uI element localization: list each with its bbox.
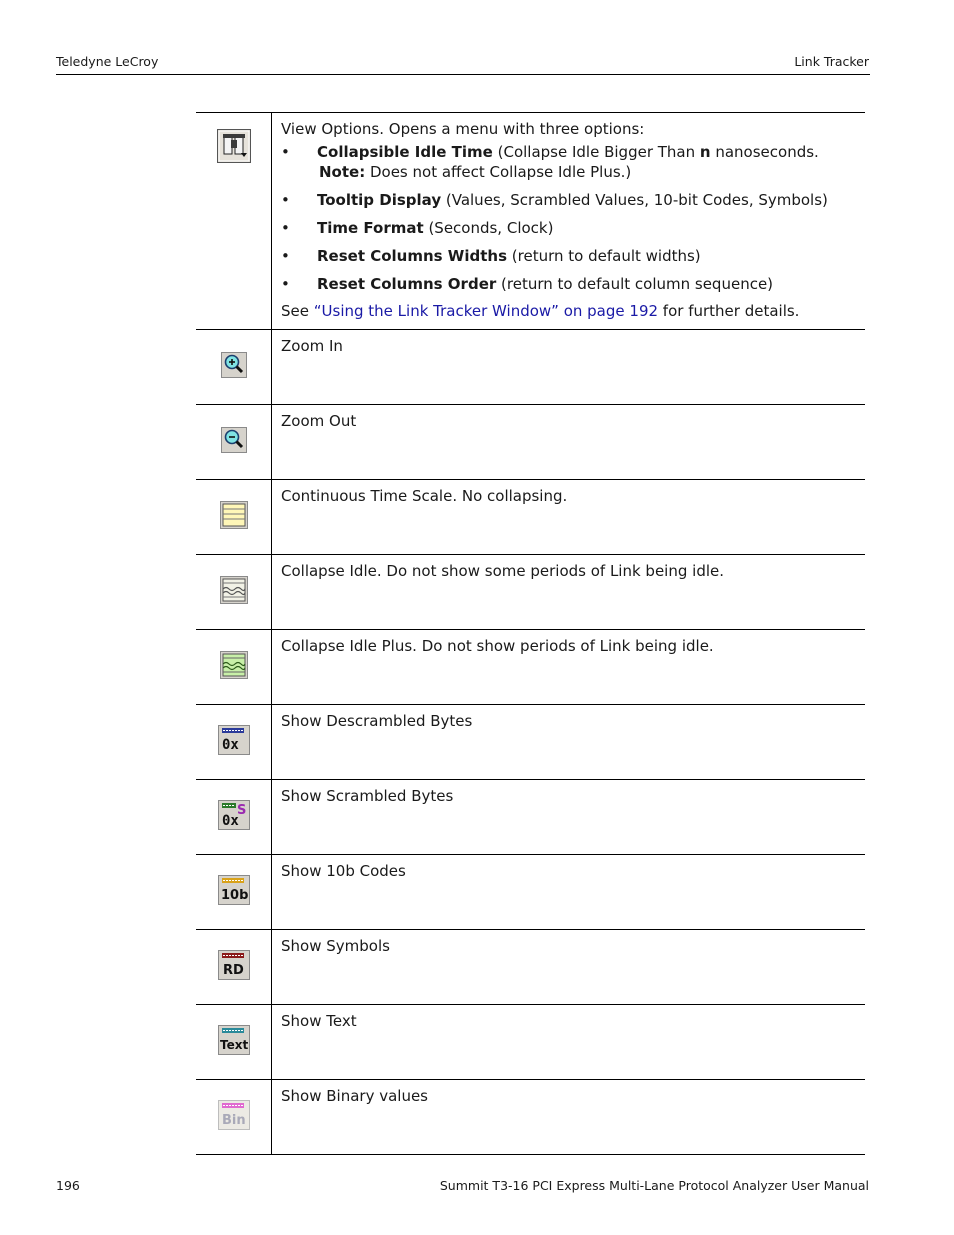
icon-cell xyxy=(196,855,272,930)
collapse-idle-icon[interactable] xyxy=(220,576,248,604)
icon-cell xyxy=(196,480,272,555)
icon-glyph-text: Bin xyxy=(221,1113,246,1128)
table-row xyxy=(196,480,865,555)
header-rule xyxy=(56,74,870,75)
icon-cell xyxy=(196,405,272,480)
icon-glyph-text: 0x xyxy=(221,813,239,829)
bullet: • xyxy=(281,143,290,161)
text-icon[interactable] xyxy=(218,1025,250,1055)
option-name: Time Format xyxy=(317,219,424,237)
row-label: Show Binary values xyxy=(272,1080,866,1155)
zoom-out-icon[interactable] xyxy=(221,427,247,453)
descrambled-bytes-icon[interactable] xyxy=(218,725,250,755)
list-item: • Tooltip Display (Values, Scrambled Values, 10-bit Codes, Symbols) xyxy=(281,191,828,209)
toolbar-options-table xyxy=(196,112,865,1155)
bullet: • xyxy=(281,219,290,237)
table-row xyxy=(196,705,865,780)
row-label: Zoom Out xyxy=(272,405,866,480)
icon-cell xyxy=(196,113,272,330)
running-header-right: Link Tracker xyxy=(794,54,869,69)
icon-glyph-text: 10b xyxy=(220,888,248,903)
icon-cell xyxy=(196,1080,272,1155)
icon-cell xyxy=(196,930,272,1005)
cross-reference: See “Using the Link Tracker Window” on page 192 for further details. xyxy=(281,302,800,320)
list-item: • Reset Columns Order (return to default column sequence) xyxy=(281,275,774,293)
table-row xyxy=(196,330,865,405)
row-label: Show Scrambled Bytes xyxy=(272,780,866,855)
table-row xyxy=(196,855,865,930)
option-name: Reset Columns Widths xyxy=(317,247,508,265)
row-label: Show 10b Codes xyxy=(272,855,866,930)
icon-cell xyxy=(196,330,272,405)
table-row xyxy=(196,630,865,705)
10b-codes-icon[interactable] xyxy=(218,875,250,905)
view-options-intro: View Options. Opens a menu with three options: xyxy=(281,120,645,138)
icon-glyph-text: RD xyxy=(222,963,244,978)
row-label: Continuous Time Scale. No collapsing. xyxy=(272,480,866,555)
table-row xyxy=(196,113,865,330)
icon-cell xyxy=(196,555,272,630)
bullet: • xyxy=(281,275,290,293)
row-label: Show Symbols xyxy=(272,930,866,1005)
running-footer-title: Summit T3-16 PCI Express Multi-Lane Protocol Analyzer User Manual xyxy=(439,1178,869,1193)
icon-cell xyxy=(196,630,272,705)
binary-values-icon[interactable] xyxy=(218,1100,250,1130)
symbols-icon[interactable] xyxy=(218,950,250,980)
table-row xyxy=(196,555,865,630)
option-name: Tooltip Display xyxy=(317,191,442,209)
view-options-description xyxy=(272,113,866,330)
option-name: Reset Columns Order xyxy=(317,275,497,293)
row-label: Collapse Idle. Do not show some periods of Link being idle. xyxy=(272,555,866,630)
continuous-time-scale-icon[interactable] xyxy=(220,501,248,529)
list-item: • Time Format (Seconds, Clock) xyxy=(281,219,554,237)
icon-glyph-text: 0x xyxy=(221,737,239,753)
xref-link[interactable]: “Using the Link Tracker Window” on page 192 xyxy=(313,302,659,320)
page-number: 196 xyxy=(56,1178,80,1193)
row-label: Zoom In xyxy=(272,330,866,405)
row-label: Show Descrambled Bytes xyxy=(272,705,866,780)
table-row xyxy=(196,405,865,480)
icon-cell xyxy=(196,1005,272,1080)
table-row xyxy=(196,780,865,855)
collapse-idle-plus-icon[interactable] xyxy=(220,651,248,679)
table-row xyxy=(196,1005,865,1080)
zoom-in-icon[interactable] xyxy=(221,352,247,378)
bullet: • xyxy=(281,247,290,265)
icon-glyph-text: Text xyxy=(219,1038,248,1052)
row-label: Show Text xyxy=(272,1005,866,1080)
bullet: • xyxy=(281,191,290,209)
icon-cell xyxy=(196,705,272,780)
scrambled-bytes-icon[interactable] xyxy=(218,800,250,830)
table-row xyxy=(196,1080,865,1155)
list-item: • Reset Columns Widths (return to default widths) xyxy=(281,247,701,265)
list-item: • Collapsible Idle Time (Collapse Idle Bigger Than n nanoseconds. xyxy=(281,143,819,161)
running-header-left: Teledyne LeCroy xyxy=(56,54,159,69)
row-label: Collapse Idle Plus. Do not show periods of Link being idle. xyxy=(272,630,866,705)
icon-cell xyxy=(196,780,272,855)
option-name: Collapsible Idle Time xyxy=(317,143,493,161)
icon-glyph-text: S xyxy=(236,803,246,818)
table-row xyxy=(196,930,865,1005)
note: Note: Does not affect Collapse Idle Plus.) xyxy=(319,163,632,181)
view-options-icon[interactable] xyxy=(217,129,251,163)
